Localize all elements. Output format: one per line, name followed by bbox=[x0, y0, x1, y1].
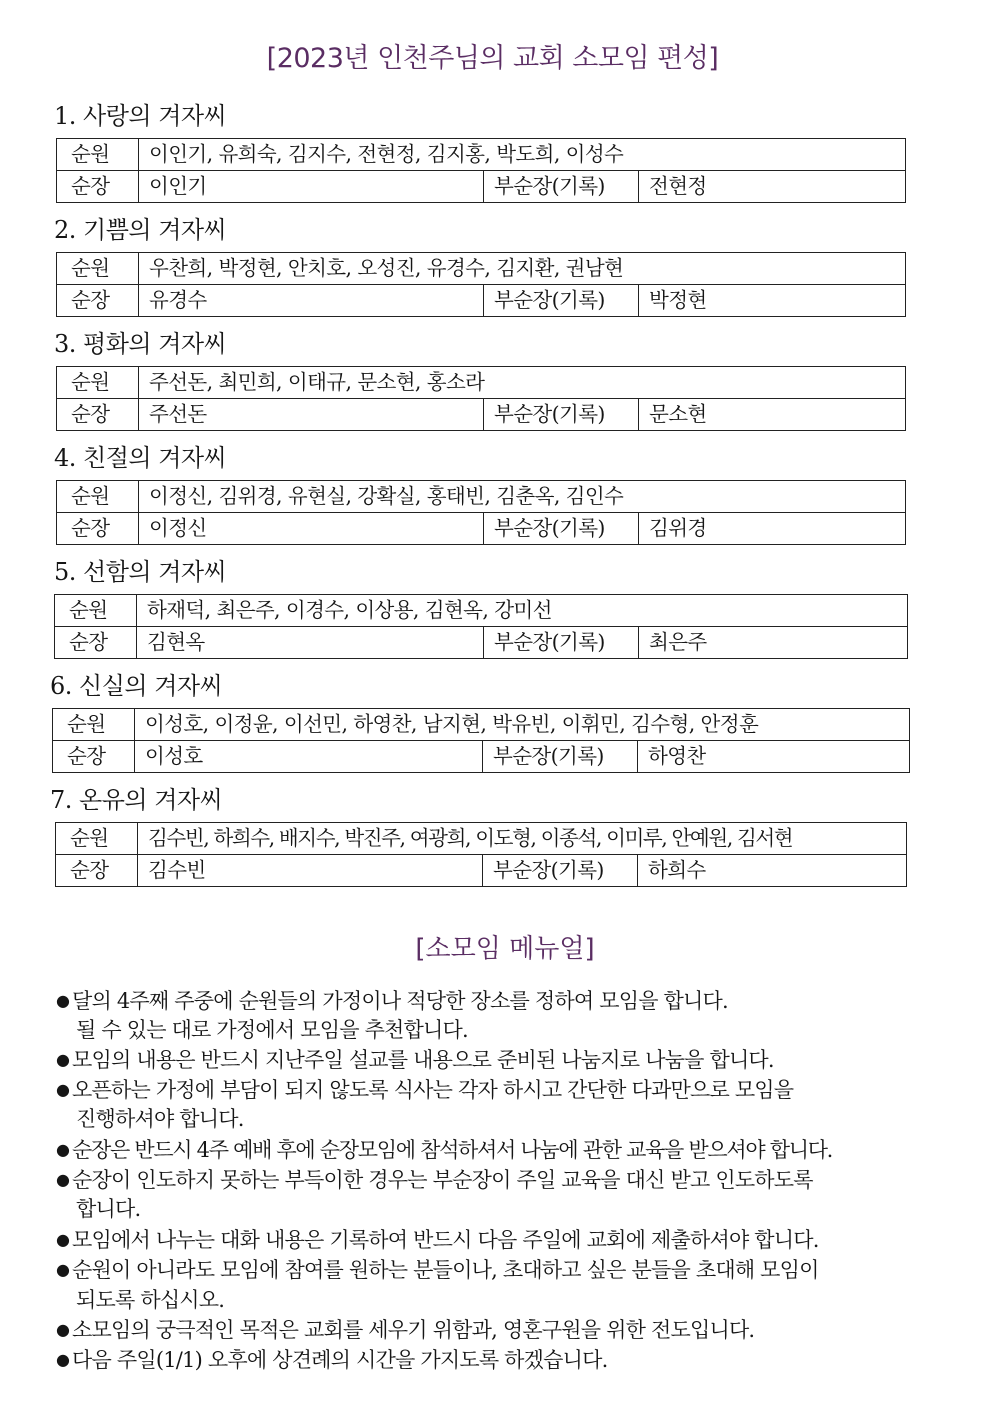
subleader-value: 최은주 bbox=[639, 627, 908, 659]
manual-item bbox=[56, 1224, 819, 1254]
group-table bbox=[55, 822, 907, 887]
manual-title: [소모임 메뉴얼] bbox=[415, 934, 595, 964]
leader-value: 유경수 bbox=[139, 285, 484, 317]
members-label: 순원 bbox=[56, 823, 138, 855]
subleader-value: 김위경 bbox=[639, 513, 906, 545]
leader-value: 이성호 bbox=[135, 741, 483, 773]
subleader-value: 하영찬 bbox=[638, 741, 910, 773]
manual-text: 모임의 내용은 반드시 지난주일 설교를 내용으로 준비된 나눔지로 나눔을 합니다. bbox=[72, 1048, 774, 1072]
leader-value: 김수빈 bbox=[138, 855, 483, 887]
group-heading: 4. 친절의 겨자씨 bbox=[54, 444, 227, 472]
group-table bbox=[56, 366, 906, 431]
subleader-value: 하희수 bbox=[638, 855, 907, 887]
subleader-label: 부순장(기록) bbox=[484, 513, 639, 545]
manual-text: 달의 4주째 주중에 순원들의 가정이나 적당한 장소를 정하여 모임을 합니다. bbox=[72, 989, 728, 1013]
subleader-value: 박정현 bbox=[639, 285, 906, 317]
members-row bbox=[55, 595, 908, 627]
members-label: 순원 bbox=[57, 253, 139, 285]
manual-item bbox=[56, 1314, 754, 1344]
members-label: 순원 bbox=[57, 367, 139, 399]
group-heading: 5. 선함의 겨자씨 bbox=[54, 558, 227, 586]
leader-label: 순장 bbox=[56, 855, 138, 887]
manual-text: 순장은 반드시 4주 예배 후에 순장모임에 참석하셔서 나눔에 관한 교육을 받으셔야 합니다. bbox=[72, 1138, 833, 1162]
members-label: 순원 bbox=[53, 709, 135, 741]
subleader-label: 부순장(기록) bbox=[483, 741, 638, 773]
leader-value: 주선돈 bbox=[139, 399, 484, 431]
leader-row bbox=[57, 171, 906, 203]
leader-row bbox=[55, 627, 908, 659]
manual-text: 모임에서 나누는 대화 내용은 기록하여 반드시 다음 주일에 교회에 제출하셔야 합니다. bbox=[72, 1228, 819, 1252]
members-value: 하재덕, 최은주, 이경수, 이상용, 김현옥, 강미선 bbox=[137, 595, 908, 627]
manual-item-continuation bbox=[76, 1014, 468, 1044]
group-table bbox=[54, 594, 908, 659]
leader-label: 순장 bbox=[57, 399, 139, 431]
manual-text: 오픈하는 가정에 부담이 되지 않도록 식사는 각자 하시고 간단한 다과만으로 모임을 bbox=[72, 1078, 794, 1102]
manual-text: 소모임의 궁극적인 목적은 교회를 세우기 위함과, 영혼구원을 위한 전도입니다. bbox=[72, 1318, 755, 1342]
members-value: 이인기, 유희숙, 김지수, 전현정, 김지홍, 박도희, 이성수 bbox=[139, 139, 906, 171]
manual-item bbox=[56, 1344, 608, 1374]
leader-label: 순장 bbox=[57, 171, 139, 203]
manual-text: 될 수 있는 대로 가정에서 모임을 추천합니다. bbox=[76, 1018, 468, 1042]
leader-label: 순장 bbox=[57, 513, 139, 545]
leader-row bbox=[56, 855, 907, 887]
bullet-icon: ● bbox=[56, 1170, 70, 1189]
group-heading: 1. 사랑의 겨자씨 bbox=[54, 102, 227, 130]
bullet-icon: ● bbox=[56, 991, 70, 1010]
bullet-icon: ● bbox=[56, 1350, 70, 1369]
manual-text: 되도록 하십시오. bbox=[76, 1288, 225, 1312]
members-value: 이정신, 김위경, 유현실, 강확실, 홍태빈, 김춘옥, 김인수 bbox=[139, 481, 906, 513]
bullet-icon: ● bbox=[56, 1320, 70, 1339]
members-row bbox=[57, 481, 906, 513]
bullet-icon: ● bbox=[56, 1050, 70, 1069]
group-heading: 3. 평화의 겨자씨 bbox=[54, 330, 227, 358]
members-label: 순원 bbox=[57, 481, 139, 513]
bullet-icon: ● bbox=[56, 1260, 70, 1279]
subleader-label: 부순장(기록) bbox=[484, 627, 639, 659]
members-label: 순원 bbox=[55, 595, 137, 627]
members-row bbox=[57, 367, 906, 399]
manual-text: 순장이 인도하지 못하는 부득이한 경우는 부순장이 주일 교육을 대신 받고 인도하도록 bbox=[72, 1168, 813, 1192]
leader-row bbox=[57, 399, 906, 431]
bullet-icon: ● bbox=[56, 1080, 70, 1099]
subleader-value: 전현정 bbox=[639, 171, 906, 203]
manual-item bbox=[56, 1134, 832, 1164]
members-row bbox=[53, 709, 910, 741]
subleader-label: 부순장(기록) bbox=[484, 399, 639, 431]
leader-value: 이인기 bbox=[139, 171, 484, 203]
leader-value: 이정신 bbox=[139, 513, 484, 545]
leader-row bbox=[53, 741, 910, 773]
leader-label: 순장 bbox=[57, 285, 139, 317]
members-row bbox=[57, 253, 906, 285]
members-value: 주선돈, 최민희, 이태규, 문소현, 홍소라 bbox=[139, 367, 906, 399]
leader-row bbox=[57, 513, 906, 545]
members-row bbox=[56, 823, 907, 855]
group-table bbox=[52, 708, 910, 773]
members-value: 우찬희, 박정현, 안치호, 오성진, 유경수, 김지환, 권남현 bbox=[139, 253, 906, 285]
members-value: 이성호, 이정윤, 이선민, 하영찬, 남지현, 박유빈, 이휘민, 김수형, 안정훈 bbox=[135, 709, 910, 741]
leader-row bbox=[57, 285, 906, 317]
group-table bbox=[56, 480, 906, 545]
manual-item bbox=[56, 1164, 813, 1194]
group-heading: 6. 신실의 겨자씨 bbox=[50, 672, 223, 700]
group-table bbox=[56, 138, 906, 203]
group-table bbox=[56, 252, 906, 317]
subleader-label: 부순장(기록) bbox=[484, 285, 639, 317]
manual-text: 다음 주일(1/1) 오후에 상견례의 시간을 가지도록 하겠습니다. bbox=[72, 1348, 608, 1372]
members-row bbox=[57, 139, 906, 171]
leader-label: 순장 bbox=[53, 741, 135, 773]
leader-label: 순장 bbox=[55, 627, 137, 659]
manual-text: 순원이 아니라도 모임에 참여를 원하는 분들이나, 초대하고 싶은 분들을 초대해 모임이 bbox=[72, 1258, 819, 1282]
page-title: [2023년 인천주님의 교회 소모임 편성] bbox=[266, 43, 719, 74]
manual-item-continuation bbox=[76, 1103, 244, 1133]
members-label: 순원 bbox=[57, 139, 139, 171]
manual-item bbox=[56, 1254, 819, 1284]
manual-item-continuation bbox=[76, 1284, 224, 1314]
manual-text: 합니다. bbox=[76, 1197, 141, 1221]
members-value: 김수빈, 하희수, 배지수, 박진주, 여광희, 이도형, 이종석, 이미루, 안예원, 김서현 bbox=[138, 823, 907, 855]
manual-text: 진행하셔야 합니다. bbox=[76, 1107, 244, 1131]
subleader-label: 부순장(기록) bbox=[483, 855, 638, 887]
leader-value: 김현옥 bbox=[137, 627, 484, 659]
manual-item bbox=[56, 1074, 793, 1104]
group-heading: 7. 온유의 겨자씨 bbox=[50, 786, 223, 814]
subleader-label: 부순장(기록) bbox=[484, 171, 639, 203]
subleader-value: 문소현 bbox=[639, 399, 906, 431]
manual-item bbox=[56, 1044, 774, 1074]
bullet-icon: ● bbox=[56, 1140, 69, 1159]
group-heading: 2. 기쁨의 겨자씨 bbox=[54, 216, 227, 244]
manual-item bbox=[56, 985, 728, 1015]
manual-item-continuation bbox=[76, 1193, 140, 1223]
bullet-icon: ● bbox=[56, 1230, 70, 1249]
